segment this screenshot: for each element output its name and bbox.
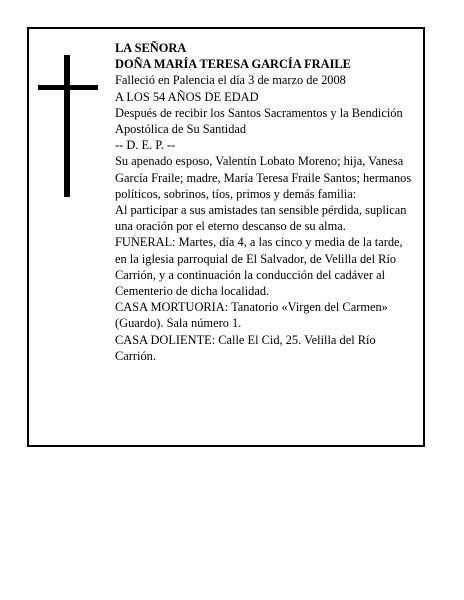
title-line-1: LA SEÑORA [115,41,187,55]
cross-horizontal-bar [38,85,98,90]
mourning-house-paragraph: CASA DOLIENTE: Calle El Cid, 25. Velilla del Río Carrión. [115,332,376,363]
death-info: Falleció en Palencia el día 3 de marzo de 2008 [115,73,346,88]
cross-icon [38,55,98,197]
mortuary-paragraph: CASA MORTUORIA: Tanatorio «Virgen del Carmen» (Guardo). Sala número 1. [115,300,388,331]
sacraments-line: Después de recibir los Santos Sacramentos y la Bendición Apostólica de Su Santidad [115,105,403,137]
dep-line: -- D. E. P. -- [115,138,176,153]
family-paragraph: Su apenado esposo, Valentín Lobato Moreno; hija, Vanesa García Fraile; madre, María Teresa Fraile Santos; hermanos políticos, sobrinos, tíos, primos y demás familia: [115,154,412,201]
request-paragraph: Al participar a sus amistades tan sensible pérdida, suplican una oración por el eterno descanso de su alma. [115,203,407,234]
funeral-paragraph: FUNERAL: Martes, día 4, a las cinco y media de la tarde, en la iglesia parroquial de El Salvador, de Velilla del Río Carrión, y a continuación la conducción del cadáver al Cementerio de dicha localidad. [115,235,403,299]
cross-vertical-bar [64,55,70,197]
age-line: A LOS 54 AÑOS DE EDAD [115,89,259,104]
deceased-name: DOÑA MARÍA TERESA GARCÍA FRAILE [115,57,351,72]
obituary-text [115,40,415,364]
